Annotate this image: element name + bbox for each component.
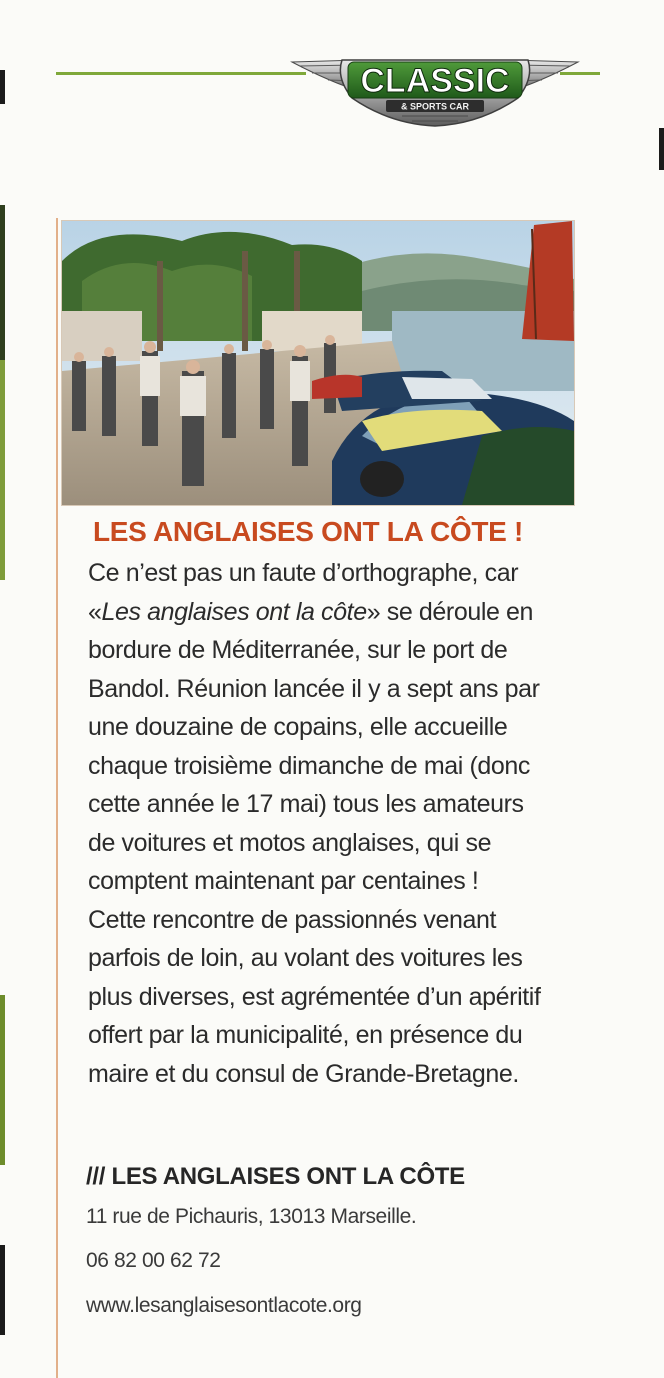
body-text-run: offert par la municipalité, en présence du — [88, 1021, 523, 1049]
scan-edge-mark — [0, 1245, 5, 1335]
article-body-line — [88, 708, 648, 747]
body-text-run: une douzaine de copains, elle accueille — [88, 713, 508, 741]
contact-name: /// LES ANGLAISES ONT LA CÔTE — [86, 1163, 465, 1190]
body-text-run: « — [88, 597, 102, 626]
body-text-run: parfois de loin, au volant des voitures les — [88, 944, 523, 972]
article-body-line — [88, 824, 648, 863]
body-text-run: cette année le 17 mai) tous les amateurs — [88, 790, 524, 818]
contact-phone: 06 82 00 62 72 — [86, 1249, 221, 1272]
article-body-line — [88, 593, 648, 632]
article-body-line — [88, 1055, 648, 1094]
body-text-run: plus diverses, est agrémentée d’un apéritif — [88, 982, 541, 1011]
article-body-line — [88, 978, 648, 1017]
body-text-run: maire et du consul de Grande-Bretagne. — [88, 1059, 519, 1088]
classic-sports-car-logo — [290, 48, 580, 130]
contact-website: www.lesanglaisesontlacote.org — [86, 1294, 362, 1317]
scan-edge-mark — [0, 995, 5, 1165]
body-text-run: bordure de Méditerranée, sur le port de — [88, 636, 508, 664]
article-body-line — [88, 785, 648, 824]
logo-tagline-text: & SPORTS CAR — [400, 101, 470, 112]
article-body-line — [88, 862, 648, 901]
article-body-line — [88, 670, 648, 709]
body-text-run: Ce n’est pas un faute d’orthographe, car — [88, 559, 519, 587]
body-text-run: Cette rencontre de passionnés venant — [88, 905, 497, 934]
body-text-italic-title: Les anglaises ont la côte — [101, 597, 367, 626]
body-text-run: Bandol. Réunion lancée il y a sept ans par — [88, 674, 540, 703]
article-body — [88, 554, 648, 1093]
article-body-line — [88, 901, 648, 940]
body-text-run: » se déroule en — [366, 597, 534, 626]
contact-address: 11 rue de Pichauris, 13013 Marseille. — [86, 1205, 417, 1228]
scan-edge-mark — [659, 128, 664, 170]
scan-edge-mark — [0, 70, 5, 104]
article-body-line — [88, 631, 648, 670]
article-body-line — [88, 1016, 648, 1055]
column-rule — [56, 218, 58, 1378]
header-rule — [56, 72, 306, 75]
article-headline: LES ANGLAISES ONT LA CÔTE ! — [93, 516, 524, 547]
article-body-line — [88, 747, 648, 786]
article-body-line — [88, 554, 648, 593]
body-text-run: comptent maintenant par centaines ! — [88, 867, 479, 895]
scan-edge-mark — [0, 360, 5, 580]
bandol-harbour-photo — [62, 221, 574, 505]
article-body-line — [88, 939, 648, 978]
body-text-run: de voitures et motos anglaises, qui se — [88, 828, 492, 857]
logo-brand-text: CLASSIC — [360, 62, 510, 100]
body-text-run: chaque troisième dimanche de mai (donc — [88, 751, 530, 780]
